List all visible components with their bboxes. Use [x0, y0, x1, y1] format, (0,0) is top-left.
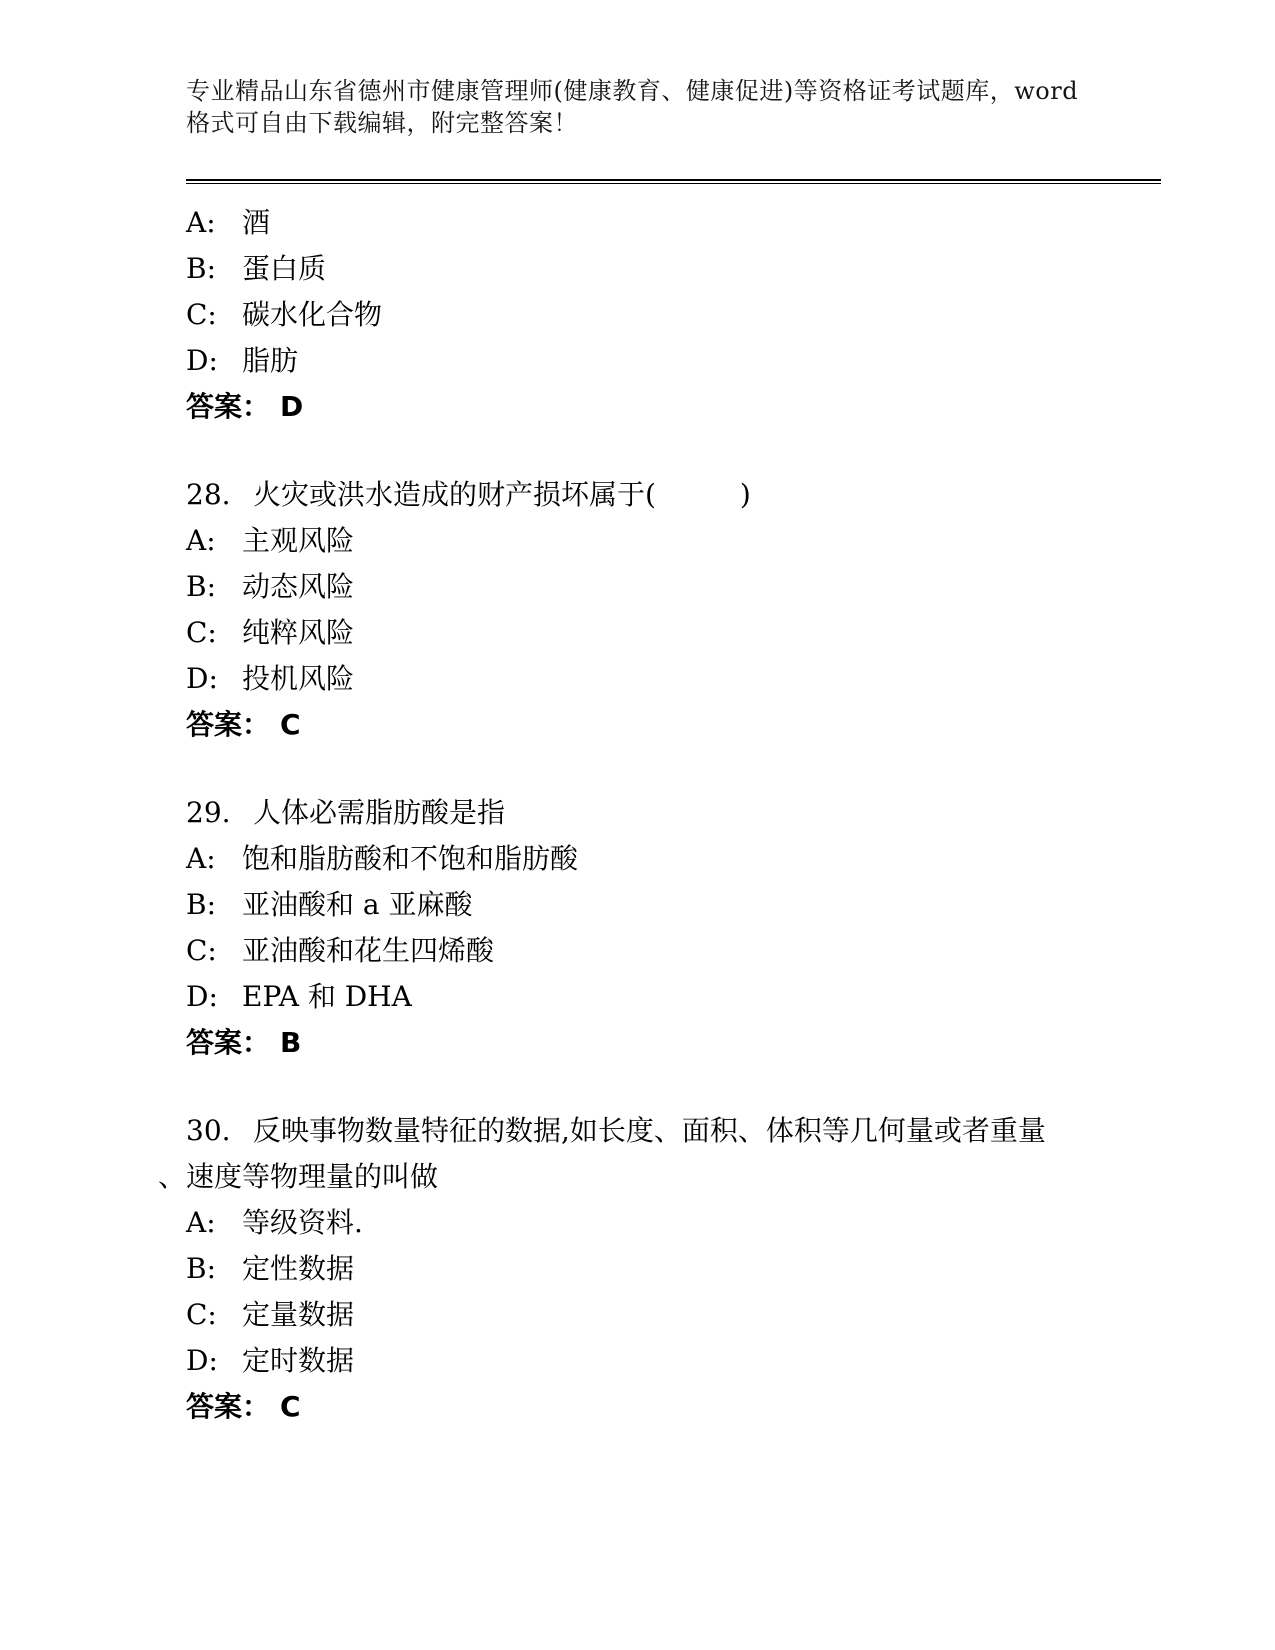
- option-text: 定时数据: [242, 1344, 355, 1377]
- option-label: C:: [186, 616, 217, 649]
- answer-value: D: [280, 390, 304, 423]
- answer-value: C: [280, 1390, 301, 1423]
- question-text: 火灾或洪水造成的财产损坏属于( ): [253, 478, 751, 511]
- question-number: 30.: [186, 1114, 231, 1147]
- header-line-2: 格式可自由下载编辑，附完整答案！: [186, 109, 578, 137]
- option-text: 纯粹风险: [242, 616, 355, 649]
- option-text: 碳水化合物: [242, 298, 383, 331]
- question-row: [186, 790, 1163, 836]
- option-text: 投机风险: [242, 662, 355, 695]
- option-text: 亚油酸和 a 亚麻酸: [242, 888, 473, 921]
- answer-label: 答案：: [186, 708, 271, 741]
- question-block-28: [186, 472, 1163, 748]
- option-label: B:: [186, 570, 217, 603]
- option-row: [186, 836, 1163, 882]
- question-row-continuation: [158, 1154, 1163, 1200]
- question-block-29: [186, 790, 1163, 1066]
- option-text: 定性数据: [242, 1252, 355, 1285]
- option-label: B:: [186, 1252, 217, 1285]
- option-row: [186, 1246, 1163, 1292]
- answer-value: B: [280, 1026, 302, 1059]
- option-row: [186, 338, 1163, 384]
- option-row: [186, 200, 1163, 246]
- option-row: [186, 246, 1163, 292]
- option-text: 蛋白质: [242, 252, 327, 285]
- option-label: A:: [186, 1206, 216, 1239]
- question-text: 人体必需脂肪酸是指: [253, 796, 506, 829]
- option-text: 脂肪: [242, 344, 299, 377]
- answer-row: [186, 1020, 1163, 1066]
- option-row: [186, 518, 1163, 564]
- option-text: 亚油酸和花生四烯酸: [242, 934, 495, 967]
- option-row: [186, 610, 1163, 656]
- answer-label: 答案：: [186, 390, 271, 423]
- option-label: A:: [186, 524, 216, 557]
- option-row: [186, 1292, 1163, 1338]
- option-row: [186, 882, 1163, 928]
- option-text: 饱和脂肪酸和不饱和脂肪酸: [242, 842, 579, 875]
- option-row: [186, 974, 1163, 1020]
- answer-row: [186, 384, 1163, 430]
- answer-row: [186, 702, 1163, 748]
- option-text: 动态风险: [242, 570, 355, 603]
- answer-label: 答案：: [186, 1026, 271, 1059]
- option-text: 定量数据: [242, 1298, 355, 1331]
- question-row: [186, 1108, 1163, 1154]
- option-row: [186, 564, 1163, 610]
- doc-header: [186, 75, 1163, 139]
- option-row: [186, 928, 1163, 974]
- option-label: C:: [186, 298, 217, 331]
- question-block-27-tail: [186, 200, 1163, 430]
- option-label: D:: [186, 1344, 218, 1377]
- option-label: C:: [186, 934, 217, 967]
- question-row: [186, 472, 1163, 518]
- header-line-1: 专业精品山东省德州市健康管理师(健康教育、健康促进)等资格证考试题库，word: [186, 77, 1079, 105]
- option-row: [186, 1200, 1163, 1246]
- question-number: 29.: [186, 796, 231, 829]
- option-label: B:: [186, 888, 217, 921]
- option-label: D:: [186, 344, 218, 377]
- option-text: 主观风险: [242, 524, 355, 557]
- option-row: [186, 656, 1163, 702]
- option-row: [186, 1338, 1163, 1384]
- answer-label: 答案：: [186, 1390, 271, 1423]
- option-label: D:: [186, 662, 218, 695]
- header-double-rule: [186, 179, 1161, 184]
- option-label: A:: [186, 206, 216, 239]
- option-label: D:: [186, 980, 218, 1013]
- question-block-30: [158, 1108, 1163, 1430]
- answer-row: [186, 1384, 1163, 1430]
- option-label: C:: [186, 1298, 217, 1331]
- option-text: EPA 和 DHA: [242, 980, 412, 1013]
- option-text: 酒: [242, 206, 271, 239]
- answer-value: C: [280, 708, 301, 741]
- question-text: 反映事物数量特征的数据,如长度、面积、体积等几何量或者重量: [253, 1114, 1046, 1147]
- option-label: B:: [186, 252, 217, 285]
- option-text: 等级资料.: [242, 1206, 363, 1239]
- option-label: A:: [186, 842, 216, 875]
- option-row: [186, 292, 1163, 338]
- question-number: 28.: [186, 478, 231, 511]
- question-text: 、速度等物理量的叫做: [158, 1160, 439, 1193]
